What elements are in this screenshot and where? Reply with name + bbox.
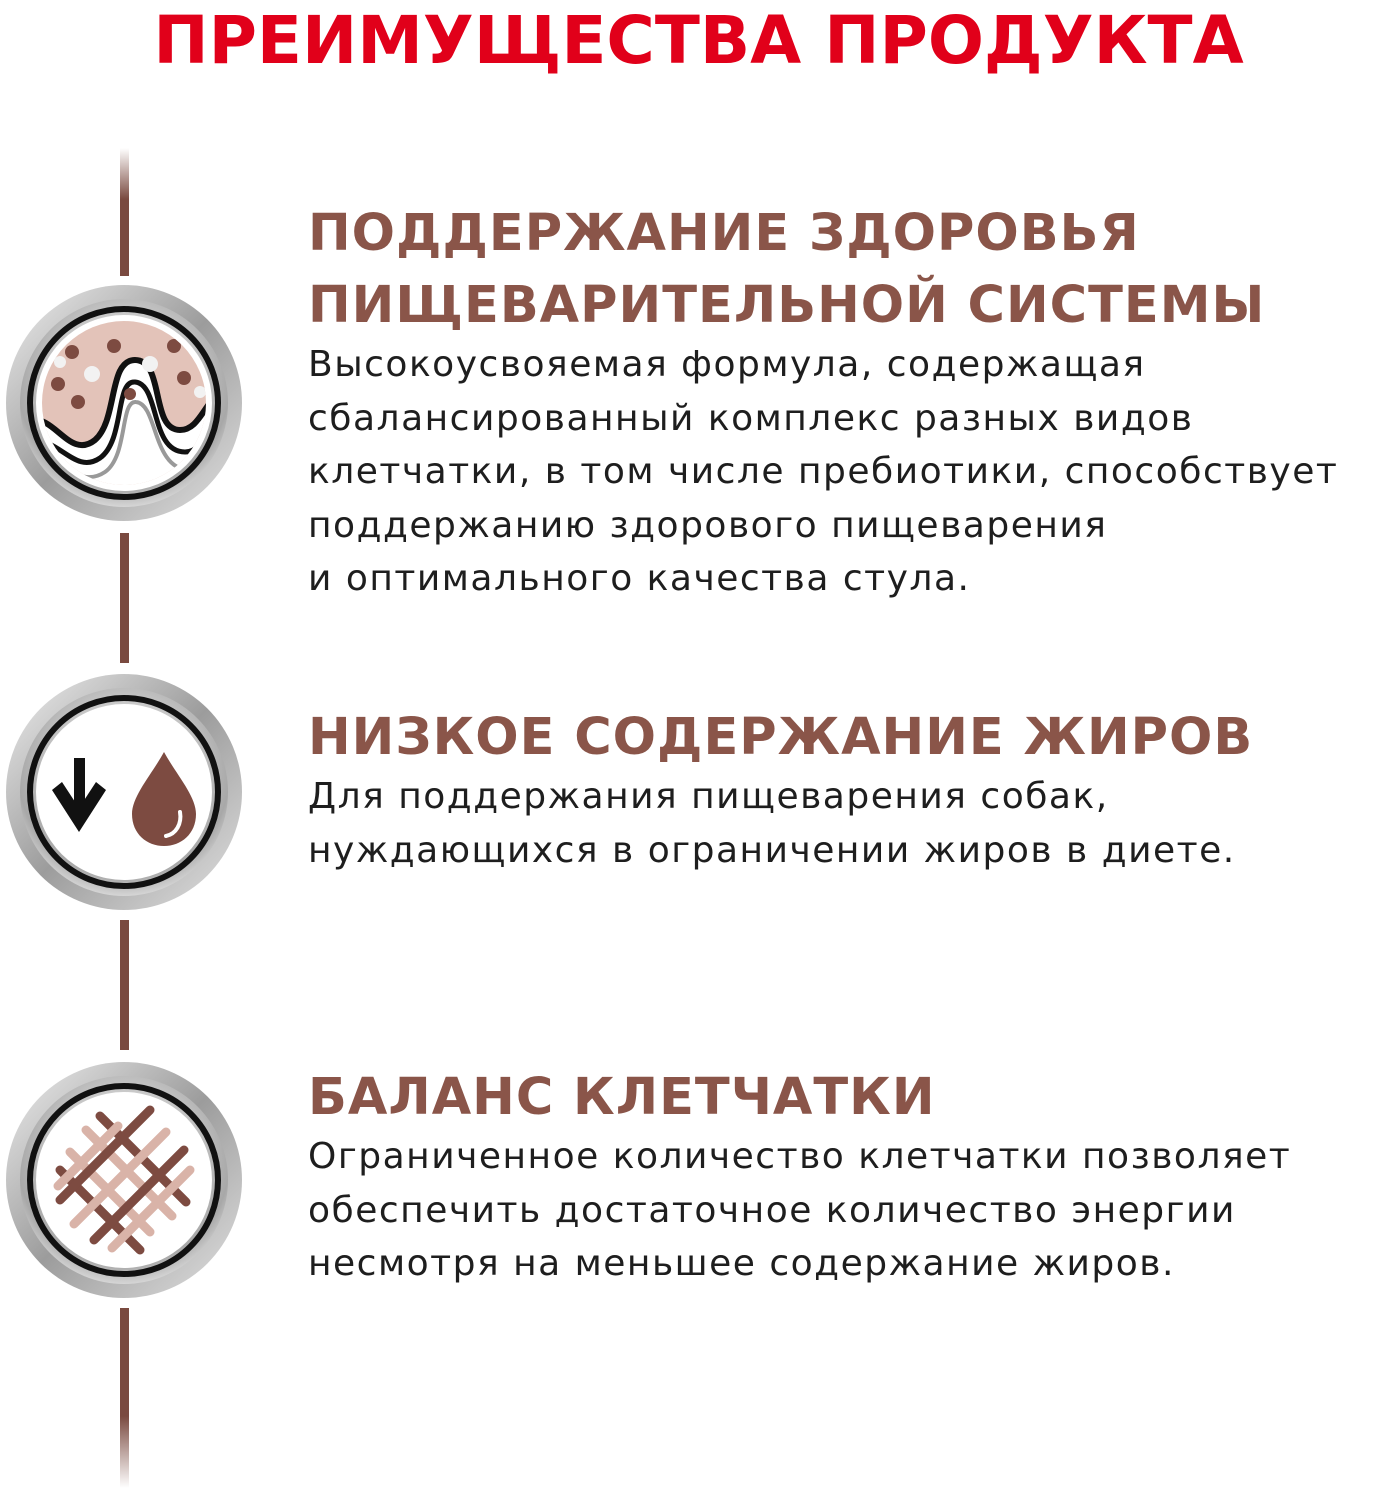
timeline-segment [120, 920, 129, 1050]
low-fat-icon [6, 674, 242, 910]
benefit-description: Для поддержания пищеварения собак, нуждающихся в ограничении жиров в диете. [308, 776, 1236, 871]
benefit-description: Высокоусвояемая формула, содержащая сбалансированный комплекс разных видов клетчатки, в том числе пребиотики, способствует поддержанию здорового пищеварения и оптимального качества стула. [308, 344, 1339, 599]
page-title: ПРЕИМУЩЕСТВА ПРОДУКТА [153, 2, 1244, 79]
benefit-heading: НИЗКОЕ СОДЕРЖАНИЕ ЖИРОВ [308, 708, 1254, 767]
digestion-icon [6, 285, 242, 521]
timeline [0, 0, 260, 1500]
benefit-heading: БАЛАНС КЛЕТЧАТКИ [308, 1068, 936, 1127]
fiber-balance-icon [6, 1062, 242, 1298]
timeline-segment [120, 1308, 129, 1488]
benefit-low-fat [308, 702, 1393, 877]
benefit-fiber-balance [308, 1062, 1393, 1291]
benefit-description: Ограниченное количество клетчатки позволяет обеспечить достаточное количество энергии несмотря на меньшее содержание жиров. [308, 1136, 1292, 1284]
benefit-heading: ПОДДЕРЖАНИЕ ЗДОРОВЬЯ ПИЩЕВАРИТЕЛЬНОЙ СИСТЕМЫ [308, 204, 1266, 335]
benefit-digestion [308, 198, 1393, 606]
timeline-segment [120, 148, 129, 276]
timeline-segment [120, 533, 129, 663]
